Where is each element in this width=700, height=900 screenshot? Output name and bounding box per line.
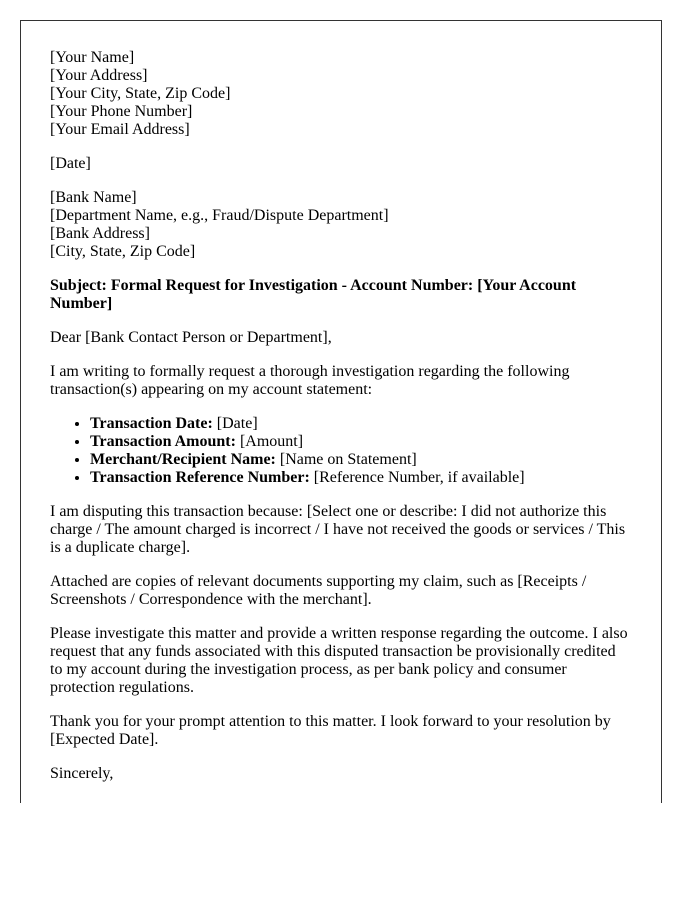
letter-date: [Date] [50,155,91,172]
intro-paragraph: I am writing to formally request a thorough investigation regarding the following transaction(s) appearing on my account statement: [50,363,570,398]
transaction-details-list [50,415,631,487]
detail-value: [Amount] [235,433,304,450]
recipient-city-state-zip: [City, State, Zip Code] [50,243,196,260]
thanks-paragraph: Thank you for your prompt attention to this matter. I look forward to your resolution by [Expected Date]. [50,713,611,748]
salutation: Dear [Bank Contact Person or Department], [50,329,332,346]
detail-reference-number [90,469,631,487]
letter-page [20,20,662,803]
detail-label: Transaction Amount: [90,433,236,450]
detail-merchant-name [90,451,631,469]
sender-phone: [Your Phone Number] [50,103,193,120]
sender-address: [Your Address] [50,67,148,84]
detail-value: [Date] [212,415,258,432]
recipient-bank-name: [Bank Name] [50,189,137,206]
sender-name: [Your Name] [50,49,135,66]
detail-transaction-amount [90,433,631,451]
detail-transaction-date [90,415,631,433]
recipient-address-block [50,189,631,261]
attachments-paragraph: Attached are copies of relevant documents supporting my claim, such as [Receipts / Screenshots / Correspondence with the merchant]. [50,573,587,608]
sender-email: [Your Email Address] [50,121,190,138]
recipient-bank-address: [Bank Address] [50,225,150,242]
sender-address-block [50,49,631,139]
detail-value: [Reference Number, if available] [309,469,525,486]
detail-label: Transaction Date: [90,415,213,432]
detail-label: Merchant/Recipient Name: [90,451,276,468]
detail-value: [Name on Statement] [275,451,417,468]
request-paragraph: Please investigate this matter and provide a written response regarding the outcome. I also request that any funds associated with this disputed transaction be provisionally credited to my account during the investigation process, as per bank policy and consumer protection regulations. [50,625,628,696]
recipient-department: [Department Name, e.g., Fraud/Dispute Department] [50,207,389,224]
closing: Sincerely, [50,765,114,782]
detail-label: Transaction Reference Number: [90,469,310,486]
dispute-reason-paragraph: I am disputing this transaction because: [Select one or describe: I did not authorize this charge / The amount charged is incorrect / I have not received the goods or services / This is a duplicate charge]. [50,503,626,556]
sender-city-state-zip: [Your City, State, Zip Code] [50,85,231,102]
subject-line: Subject: Formal Request for Investigation - Account Number: [Your Account Number] [50,277,577,312]
